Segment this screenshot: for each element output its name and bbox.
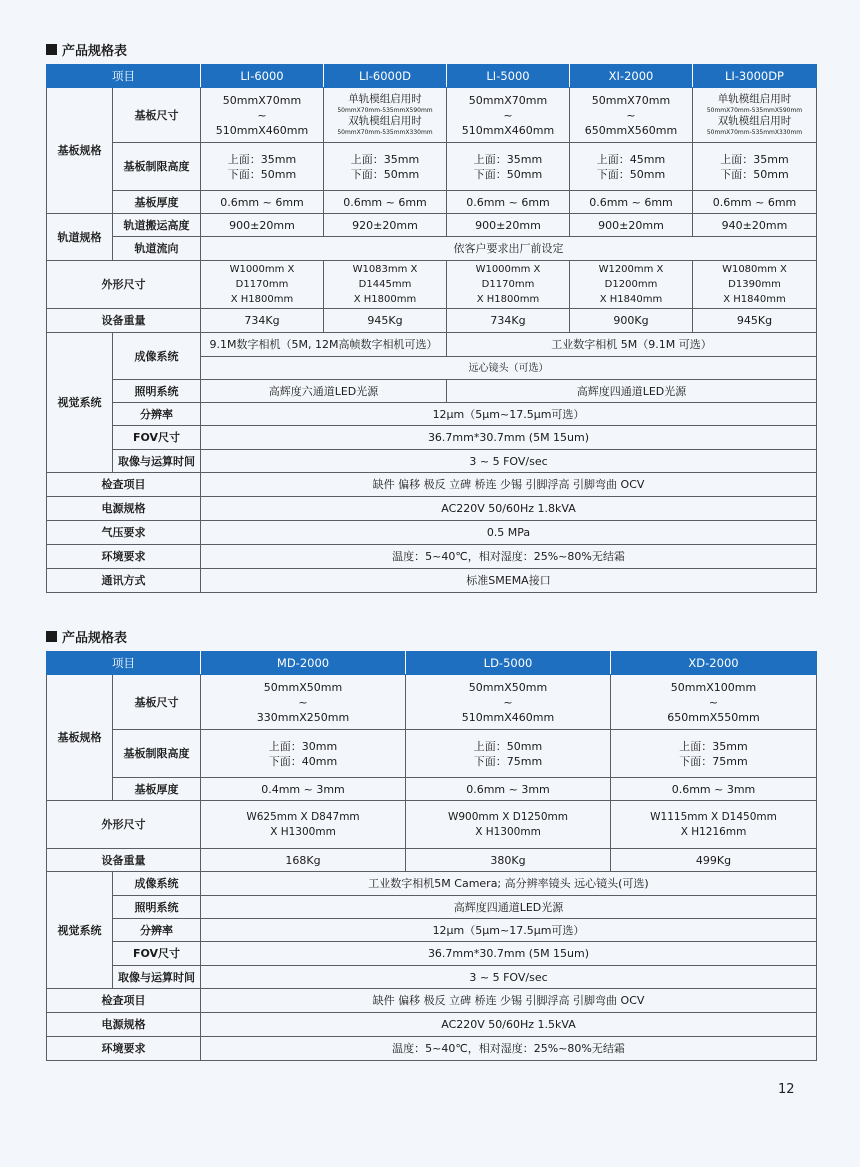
cell: W625mm X D847mm X H1300mm [201, 801, 406, 849]
row-label: 检查项目 [47, 989, 201, 1013]
group-label: 视觉系统 [47, 333, 113, 473]
cell: 900Kg [570, 309, 693, 333]
cell: 945Kg [324, 309, 447, 333]
cell: 上面：45mm 下面：50mm [570, 143, 693, 191]
table-row [47, 919, 817, 942]
cell: 9.1M数字相机（5M, 12M高帧数字相机可选） [201, 333, 447, 357]
row-label: 轨道流向 [113, 237, 201, 261]
cell: 温度：5~40℃，相对湿度：25%~80%无结霜 [201, 1037, 817, 1061]
cell: 3 ~ 5 FOV/sec [201, 966, 817, 989]
cell: 0.5 MPa [201, 521, 817, 545]
table-row [47, 545, 817, 569]
group-label: 基板规格 [47, 675, 113, 801]
cell: 上面：50mm 下面：75mm [406, 730, 611, 778]
cell: 940±20mm [693, 214, 817, 237]
row-label: 设备重量 [47, 849, 201, 872]
cell: AC220V 50/60Hz 1.5kVA [201, 1013, 817, 1037]
cell: 0.6mm ~ 6mm [324, 191, 447, 214]
cell: 上面：30mm 下面：40mm [201, 730, 406, 778]
cell: 50mmX70mm ~ 650mmX560mm [570, 88, 693, 143]
cell: 168Kg [201, 849, 406, 872]
cell: W1200mm X D1200mm X H1840mm [570, 261, 693, 309]
table-row [47, 309, 817, 333]
cell: 3 ~ 5 FOV/sec [201, 450, 817, 473]
row-label: 基板尺寸 [113, 675, 201, 730]
table-row [47, 497, 817, 521]
table-row [47, 237, 817, 261]
cell: 499Kg [611, 849, 817, 872]
header-item: 项目 [47, 65, 201, 88]
cell: 12μm（5μm~17.5μm可选） [201, 403, 817, 426]
cell: 50mmX100mm ~ 650mmX550mm [611, 675, 817, 730]
cell: 上面：35mm 下面：75mm [611, 730, 817, 778]
table-row [47, 214, 817, 237]
row-label: 设备重量 [47, 309, 201, 333]
cell: 900±20mm [570, 214, 693, 237]
header-item: 项目 [47, 652, 201, 675]
cell: 36.7mm*30.7mm (5M 15um) [201, 426, 817, 450]
table-row [47, 521, 817, 545]
row-label: 外形尺寸 [47, 801, 201, 849]
cell: W1080mm X D1390mm X H1840mm [693, 261, 817, 309]
cell: 温度：5~40℃，相对湿度：25%~80%无结霜 [201, 545, 817, 569]
cell: 0.6mm ~ 6mm [570, 191, 693, 214]
cell: 734Kg [201, 309, 324, 333]
header-md2000: MD-2000 [201, 652, 406, 675]
table-row [47, 261, 817, 309]
cell: 50mmX70mm ~ 510mmX460mm [201, 88, 324, 143]
cell: 900±20mm [447, 214, 570, 237]
cell: W1083mm X D1445mm X H1800mm [324, 261, 447, 309]
table-row [47, 403, 817, 426]
row-label: 气压要求 [47, 521, 201, 545]
table-header-row [47, 65, 817, 88]
cell: 高辉度四通道LED光源 [447, 380, 817, 403]
table-row [47, 1037, 817, 1061]
cell: 0.6mm ~ 3mm [611, 778, 817, 801]
row-label: 基板尺寸 [113, 88, 201, 143]
table-row [47, 730, 817, 778]
header-li5000: LI-5000 [447, 65, 570, 88]
cell: 50mmX70mm ~ 510mmX460mm [447, 88, 570, 143]
section-title-1: 产品规格表 [46, 40, 127, 59]
cell: 高辉度六通道LED光源 [201, 380, 447, 403]
row-label: 外形尺寸 [47, 261, 201, 309]
cell: 单轨模组启用时 50mmX70mm-535mmX590mm 双轨模组启用时 50mmX70mm-535mmX330mm [324, 88, 447, 143]
cell: 远心镜头（可选） [201, 357, 817, 380]
table-row [47, 849, 817, 872]
header-li6000d: LI-6000D [324, 65, 447, 88]
cell: 50mmX50mm ~ 330mmX250mm [201, 675, 406, 730]
row-label: FOV尺寸 [113, 942, 201, 966]
row-label: 分辨率 [113, 919, 201, 942]
cell: 0.4mm ~ 3mm [201, 778, 406, 801]
cell: 缺件 偏移 极反 立碑 桥连 少锡 引脚浮高 引脚弯曲 OCV [201, 473, 817, 497]
table-row [47, 143, 817, 191]
cell: W1115mm X D1450mm X H1216mm [611, 801, 817, 849]
cell: 36.7mm*30.7mm (5M 15um) [201, 942, 817, 966]
table-row [47, 942, 817, 966]
cell: 945Kg [693, 309, 817, 333]
table-header-row [47, 652, 817, 675]
table-row [47, 88, 817, 143]
row-label: 取像与运算时间 [113, 966, 201, 989]
cell: 高辉度四通道LED光源 [201, 896, 817, 919]
cell: W1000mm X D1170mm X H1800mm [201, 261, 324, 309]
group-label: 轨道规格 [47, 214, 113, 261]
cell: 工业数字相机5M Camera; 高分辨率镜头 远心镜头(可选) [201, 872, 817, 896]
header-xi2000: XI-2000 [570, 65, 693, 88]
cell: W1000mm X D1170mm X H1800mm [447, 261, 570, 309]
table-row [47, 1013, 817, 1037]
square-bullet-icon [46, 44, 57, 55]
row-label: 电源规格 [47, 497, 201, 521]
spec-table-1 [46, 64, 817, 593]
table-row [47, 989, 817, 1013]
header-li3000dp: LI-3000DP [693, 65, 817, 88]
cell: 工业数字相机 5M（9.1M 可选） [447, 333, 817, 357]
table-row [47, 966, 817, 989]
row-label: 基板制限高度 [113, 730, 201, 778]
cell: 0.6mm ~ 6mm [447, 191, 570, 214]
table-row [47, 778, 817, 801]
row-label: 成像系统 [113, 872, 201, 896]
cell: 0.6mm ~ 3mm [406, 778, 611, 801]
cell: 50mmX50mm ~ 510mmX460mm [406, 675, 611, 730]
table-row [47, 450, 817, 473]
square-bullet-icon [46, 631, 57, 642]
row-label: 基板制限高度 [113, 143, 201, 191]
cell: 12μm（5μm~17.5μm可选） [201, 919, 817, 942]
row-label: 轨道搬运高度 [113, 214, 201, 237]
row-label: 通讯方式 [47, 569, 201, 593]
cell: 0.6mm ~ 6mm [693, 191, 817, 214]
cell: 单轨模组启用时 50mmX70mm-535mmX590mm 双轨模组启用时 50mmX70mm-535mmX330mm [693, 88, 817, 143]
cell: 上面：35mm 下面：50mm [447, 143, 570, 191]
row-label: 电源规格 [47, 1013, 201, 1037]
table-row [47, 426, 817, 450]
page-number: 12 [778, 1082, 795, 1097]
header-xd2000: XD-2000 [611, 652, 817, 675]
group-label: 视觉系统 [47, 872, 113, 989]
row-label: 环境要求 [47, 545, 201, 569]
cell: 上面：35mm 下面：50mm [324, 143, 447, 191]
table-row [47, 896, 817, 919]
row-label: 分辨率 [113, 403, 201, 426]
cell: 920±20mm [324, 214, 447, 237]
spec-table-2 [46, 651, 817, 1061]
cell: AC220V 50/60Hz 1.8kVA [201, 497, 817, 521]
row-label: 照明系统 [113, 380, 201, 403]
table-row [47, 569, 817, 593]
row-label: 基板厚度 [113, 191, 201, 214]
table-row [47, 380, 817, 403]
header-ld5000: LD-5000 [406, 652, 611, 675]
cell: 缺件 偏移 极反 立碑 桥连 少锡 引脚浮高 引脚弯曲 OCV [201, 989, 817, 1013]
cell: 标准SMEMA接口 [201, 569, 817, 593]
row-label: 环境要求 [47, 1037, 201, 1061]
cell: 380Kg [406, 849, 611, 872]
row-label: 成像系统 [113, 333, 201, 380]
table-row [47, 675, 817, 730]
section-title-2: 产品规格表 [46, 627, 127, 646]
cell: 734Kg [447, 309, 570, 333]
header-li6000: LI-6000 [201, 65, 324, 88]
row-label: 基板厚度 [113, 778, 201, 801]
group-label: 基板规格 [47, 88, 113, 214]
row-label: 取像与运算时间 [113, 450, 201, 473]
cell: 900±20mm [201, 214, 324, 237]
table-row [47, 872, 817, 896]
table-row [47, 473, 817, 497]
cell: 上面：35mm 下面：50mm [693, 143, 817, 191]
row-label: 检查项目 [47, 473, 201, 497]
row-label: FOV尺寸 [113, 426, 201, 450]
cell: 依客户要求出厂前设定 [201, 237, 817, 261]
cell: W900mm X D1250mm X H1300mm [406, 801, 611, 849]
table-row [47, 801, 817, 849]
table-row [47, 333, 817, 357]
row-label: 照明系统 [113, 896, 201, 919]
table-row [47, 191, 817, 214]
cell: 上面：35mm 下面：50mm [201, 143, 324, 191]
cell: 0.6mm ~ 6mm [201, 191, 324, 214]
